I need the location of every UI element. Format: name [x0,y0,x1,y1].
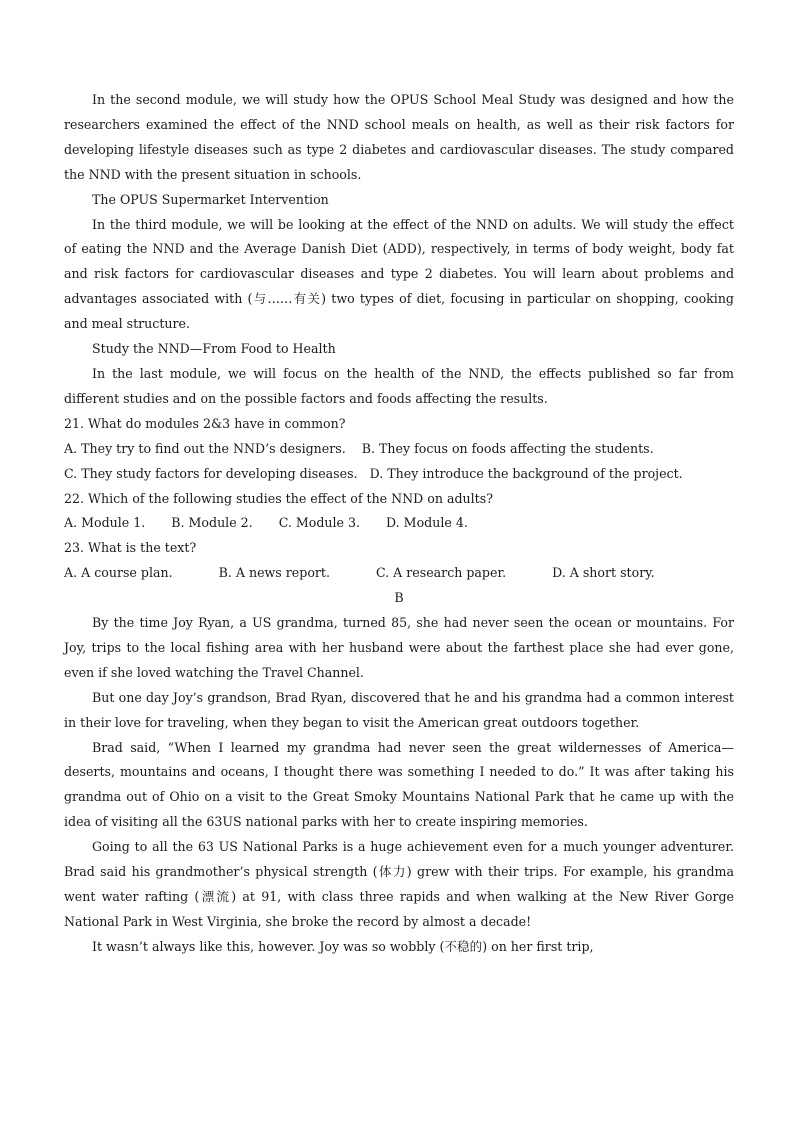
module3-paragraph: In the third module, we will be looking at the effect of the NND on adults. We will study the effect of eating the NND and the Average Danish Diet (ADD), respectively, in terms of body weight, body fat and risk factors for cardiovascular diseases and type 2 diabetes. You will learn about problems and advantages associated with (与……有关) two types of diet, focusing in particular on shopping, cooking and meal structure. [64,216,734,332]
question-21-option-c: C. They study factors for developing diseases. [64,465,358,481]
question-22-options [64,511,734,536]
question-23-stem: 23. What is the text? [64,540,197,556]
section-b-label: B [394,590,404,606]
module3-heading: The OPUS Supermarket Intervention [92,191,329,207]
question-23-option-a: A. A course plan. [64,565,173,581]
question-21-options-row1 [64,437,734,462]
question-22-stem: 22. Which of the following studies the effect of the NND on adults? [64,490,493,506]
question-21-option-a: A. They try to find out the NND’s designers. [64,440,346,456]
question-21-options-row2 [64,462,734,487]
question-22-option-d: D. Module 4. [386,515,468,531]
question-23-option-d: D. A short story. [552,565,655,581]
question-22-option-c: C. Module 3. [278,515,361,531]
passage-b-paragraph-4: Going to all the 63 US National Parks is a huge achievement even for a much younger adventurer. Brad said his grandmother’s physical strength (体力) grew with their trips. For example, his grandma went water rafting (漂流) at 91, with class three rapids and when walking at the New River Gorge National Park in West Virginia, she broke the record by almost a decade! [64,839,734,929]
question-23-option-c: C. A research paper. [375,565,507,581]
passage-b-paragraph-2: But one day Joy’s grandson, Brad Ryan, discovered that he and his grandma had a common interest in their love for traveling, when they began to visit the American great outdoors together. [64,689,734,730]
question-21-option-d: D. They introduce the background of the project. [369,465,683,481]
module4-paragraph: In the last module, we will focus on the health of the NND, the effects published so far from different studies and on the possible factors and foods affecting the results. [64,365,734,406]
document-page [64,88,734,960]
question-22-option-a: A. Module 1. [64,515,146,531]
question-21-option-b: B. They focus on foods affecting the students. [361,440,654,456]
module4-heading: Study the NND—From Food to Health [92,341,336,357]
passage-b-paragraph-1: By the time Joy Ryan, a US grandma, turned 85, she had never seen the ocean or mountains. For Joy, trips to the local fishing area with her husband were about the farthest place she had ever gone, even if she loved watching the Travel Channel. [64,615,734,680]
question-22-option-b: B. Module 2. [171,515,253,531]
question-21-stem: 21. What do modules 2&3 have in common? [64,415,346,431]
question-23-options [64,561,734,586]
passage-b-paragraph-3: Brad said, “When I learned my grandma had never seen the great wildernesses of America—deserts, mountains and oceans, I thought there was something I needed to do.” It was after taking his grandma out of Ohio on a visit to the Great Smoky Mountains National Park that he came up with the idea of visiting all the 63US national parks with her to create inspiring memories. [64,739,734,830]
passage-b-paragraph-5: It wasn’t always like this, however. Joy was so wobbly (不稳的) on her first trip, [92,938,594,954]
question-23-option-b: B. A news report. [218,565,330,581]
module2-paragraph: In the second module, we will study how the OPUS School Meal Study was designed and how the researchers examined the effect of the NND school meals on health, as well as their risk factors for developing lifestyle diseases such as type 2 diabetes and cardiovascular diseases. The study compared the NND with the present situation in schools. [64,92,734,182]
